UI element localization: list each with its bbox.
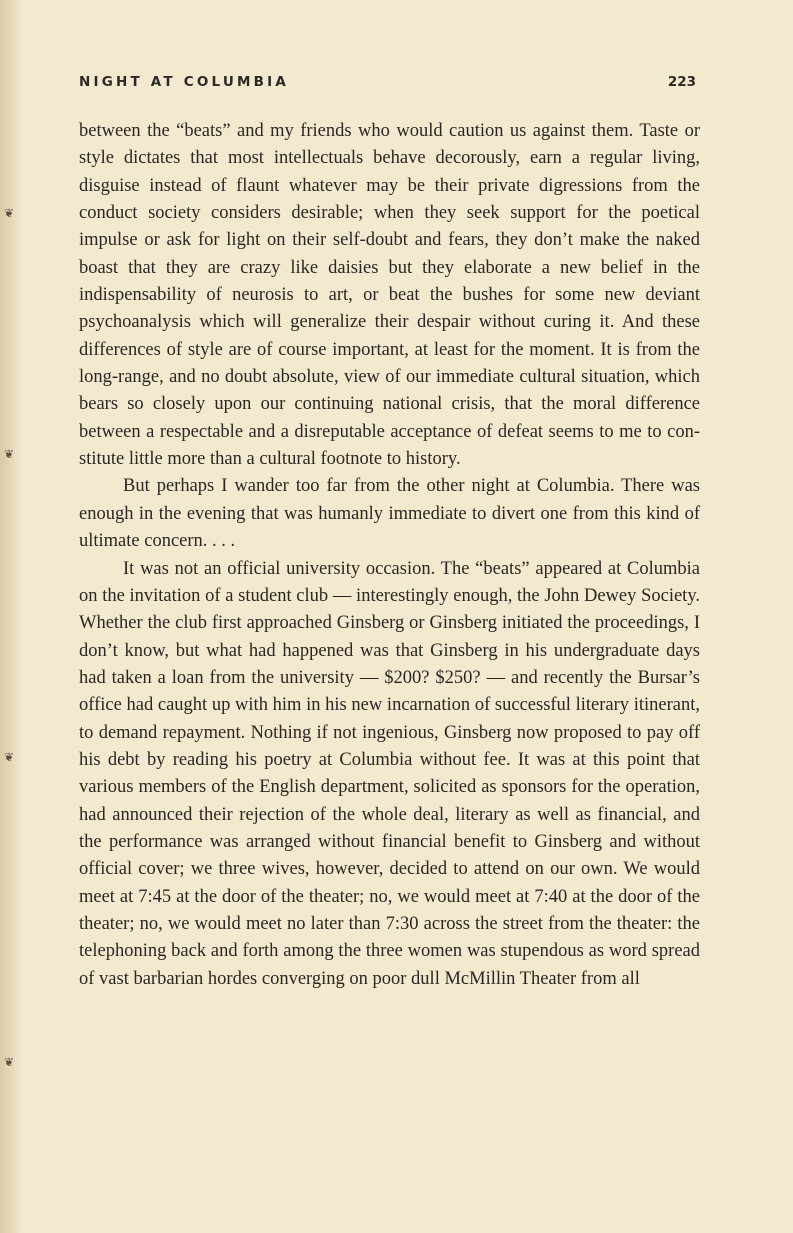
binding-stitch-mark: ❦ [4, 1055, 15, 1069]
paragraph: between the “beats” and my friends who would caution us against them. Taste or style dictates that most intellectuals behave decorously, earn a regular living, disguise instead of flaunt whatever may be their private digressions from the conduct society considers desirable; when they seek support for the poetical impulse or ask for light on their self-doubt and fears, they don’t make the naked boast that they are crazy like daisies but they elaborate a new belief in the indispensability of neurosis to art, or beat the bushes for some new deviant psychoanalysis which will generalize their despair without curing it. And these differences of style are of course important, at least for the moment. It is from the long-range, and no doubt absolute, view of our immediate cultural situation, which bears so closely upon our continuing national crisis, that the moral difference between a respectable and a disreputable acceptance of defeat seems to me to constitute little more than a cultural footnote to history. [79, 121, 700, 470]
paragraph: It was not an official university occasion. The “beats” appeared at Columbia on the invitation of a student club — interestingly enough, the John Dewey Society. Whether the club first approached Ginsberg or Ginsberg initiated the proceedings, I don’t know, but what had happened was that Ginsberg in his undergraduate days had taken a loan from the university — $200? $250? — and recently the Bursar’s office had caught up with him in his new incarnation of successful literary itinerant, to demand repayment. Nothing if not ingenious, Ginsberg now proposed to pay off his debt by reading his poetry at Columbia without fee. It was at this point that various members of the English department, solicited as sponsors for the operation, had announced their rejection of the whole deal, literary as well as financial, and the performance was arranged without financial benefit to Ginsberg and without official cover; we three wives, however, decided to attend on our own. We would meet at 7:45 at the door of the theater; no, we would meet at 7:40 at the door of the theater; no, we would meet no later than 7:30 across the street from the theater: the telephoning back and forth among the three women was stupendous as word spread of vast barbarian hordes converging on poor dull McMillin Theater from all [79, 558, 700, 989]
body-text [79, 118, 700, 993]
running-head: NIGHT AT COLUMBIA [79, 74, 289, 90]
page-header [79, 74, 696, 96]
binding-gutter [0, 0, 22, 1233]
paragraph: But perhaps I wander too far from the other night at Columbia. There was enough in the evening that was humanly immediate to divert one from this kind of ultimate concern. . . . [79, 476, 700, 552]
binding-stitch-mark: ❦ [4, 206, 15, 220]
binding-stitch-mark: ❦ [4, 750, 15, 764]
page-number: 223 [667, 74, 696, 90]
binding-stitch-mark: ❦ [4, 447, 15, 461]
